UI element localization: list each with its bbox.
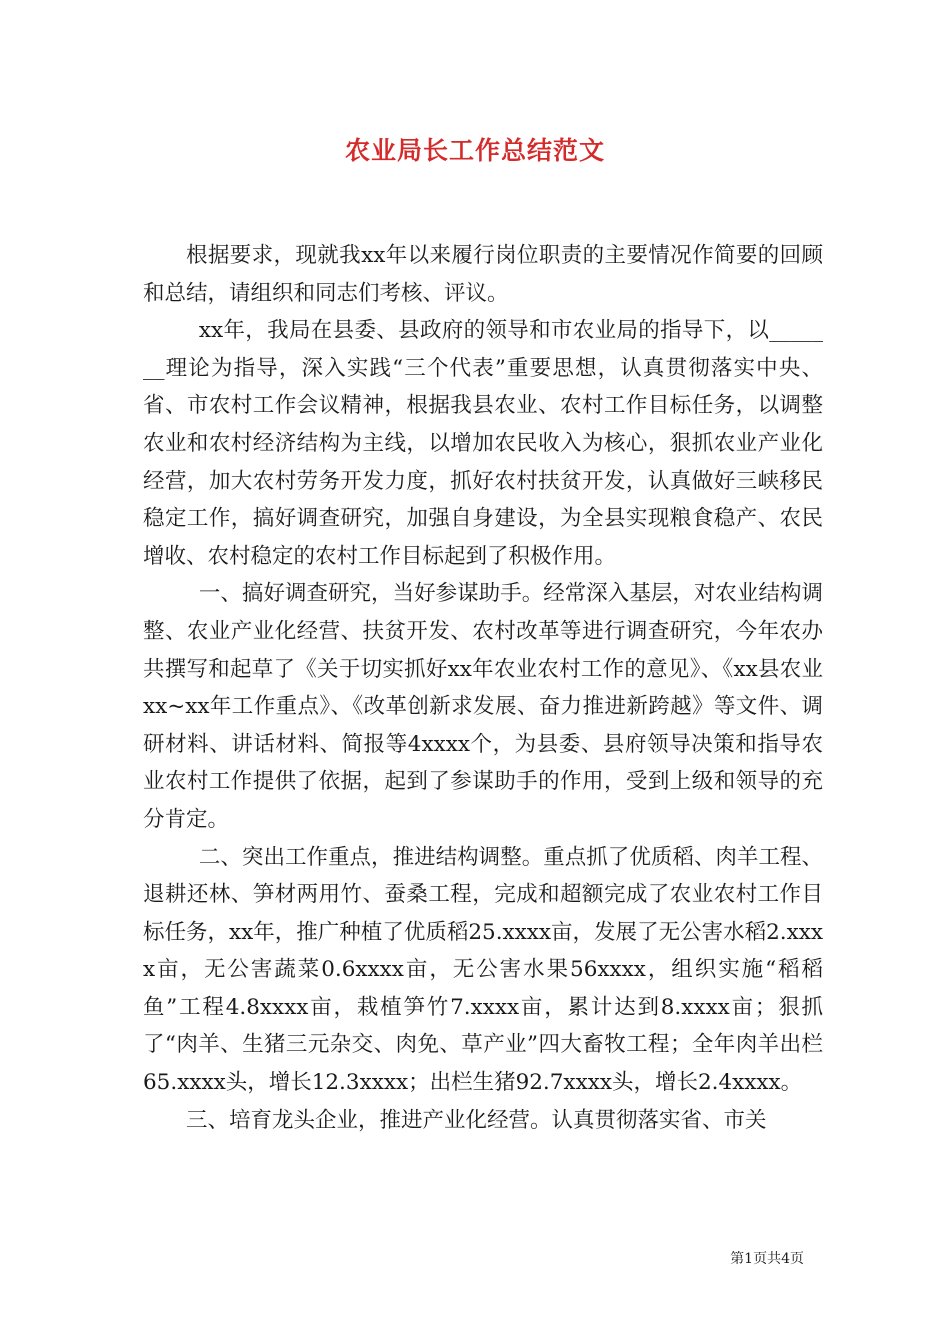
document-body (143, 237, 823, 1139)
page-number: 第1页共4页 (730, 1251, 804, 1267)
paragraph-overview: xx年，我局在县委、县政府的领导和市农业局的指导下，以_______理论为指导，深入实践“三个代表”重要思想，认真贯彻落实中央、省、市农村工作会议精神，根据我县农业、农村工作目标任务，以调整农业和农村经济结构为主线，以增加农民收入为核心，狠抓农业产业化经营，加大农村劳务开发力度，抓好农村扶贫开发，认真做好三峡移民稳定工作，搞好调查研究，加强自身建设，为全县实现粮食稳产、农民增收、农村稳定的农村工作目标起到了积极作用。 (143, 318, 823, 569)
paragraph-section-3: 三、培育龙头企业，推进产业化经营。认真贯彻落实省、市关 (186, 1107, 767, 1133)
document-title: 农业局长工作总结范文 (344, 136, 605, 165)
paragraph-section-1: 一、搞好调查研究，当好参谋助手。经常深入基层，对农业结构调整、农业产业化经营、扶贫开发、农村改革等进行调查研究，今年农办共撰写和起草了《关于切实抓好xx年农业农村工作的意见》、《xx县农业xx~xx年工作重点》、《改革创新求发展、奋力推进新跨越》等文件、调研材料、讲话材料、简报等4xxxx个，为县委、县府领导决策和指导农业农村工作提供了依据，起到了参谋助手的作用，受到上级和领导的充分肯定。 (143, 581, 823, 832)
paragraph-section-2: 二、突出工作重点，推进结构调整。重点抓了优质稻、肉羊工程、退耕还林、笋材两用竹、蚕桑工程，完成和超额完成了农业农村工作目标任务，xx年，推广种植了优质稻25.xxxx亩，发展了无公害水稻2.xxxx亩，无公害蔬菜0.6xxxx亩，无公害水果56xxxx，组织实施“稻稻鱼”工程4.8xxxx亩，栽植笋竹7.xxxx亩，累计达到8.xxxx亩；狠抓了“肉羊、生猪三元杂交、肉免、草产业”四大畜牧工程；全年肉羊出栏65.xxxx头，增长12.3xxxx；出栏生猪92.7xxxx头，增长2.4xxxx。 (143, 844, 823, 1096)
paragraph-intro: 根据要求，现就我xx年以来履行岗位职责的主要情况作简要的回顾和总结，请组织和同志们考核、评议。 (143, 243, 823, 306)
